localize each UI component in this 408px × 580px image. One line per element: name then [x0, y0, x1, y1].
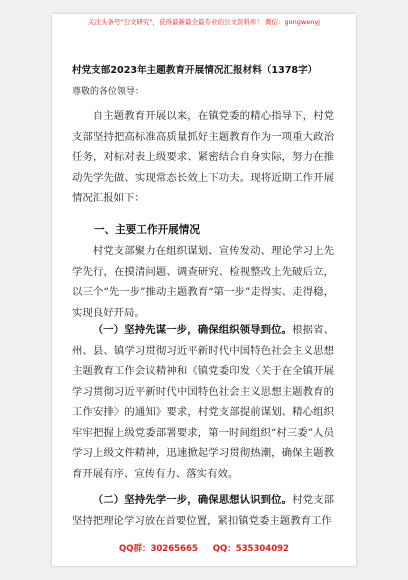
header-banner: 关注头条号"公文研究"，获得最新最全最专业的公文资料库！ 微信：gongwenyj	[88, 18, 320, 26]
footer-qq-group: QQ群：30265665	[119, 544, 198, 554]
document-page	[52, 14, 356, 566]
subsection-1-body: 根据省、州、县、镇学习贯彻习近平新时代中国特色社会主义思想主题教育工作会议精神和《镇党委印发〈关于在全镇开展学习贯彻习近平新时代中国特色社会主义思想主题教育的工作安排〉的通知》要求，村党支部提前谋划、精心组织牢牢把握上级党委部署要求，第一时间组织“村三委”人员学习上级文件精神，迅速掀起学习贯彻热潮，确保主题教育开展有序、宣传有力、落实有效。	[72, 324, 335, 480]
footer-qq: QQ：535304092	[212, 544, 289, 554]
document-title: 村党支部2023年主题教育开展情况汇报材料（1378字）	[72, 65, 318, 76]
footer-contact	[52, 542, 356, 554]
subsection-2-body: 村党支部坚持把理论学习放在首要位置，紧扣镇党委主题教育工作	[72, 494, 335, 527]
intro-paragraph: 自主题教育开展以来，在镇党委的精心指导下，村党支部坚持把高标准高质量抓好主题教育作为一项重大政治任务，对标对表上级要求、紧密结合自身实际，努力在推动先学先做、实现常态长效上下功夫。现将近期工作开展情况汇报如下：	[72, 110, 334, 204]
subsection-1-lead: （一）坚持先谋一步，确保组织领导到位。	[92, 324, 293, 336]
subsection-1-paragraph	[72, 320, 334, 484]
salutation: 尊敬的各位领导：	[72, 87, 145, 97]
section-1-paragraph: 村党支部聚力在组织谋划、宣传发动、理论学习上先学先行，在摸清问题、调查研究、检视整改上先破后立，以三个“先一步”推动主题教育“第一步”走得实、走得稳，实现良好开局。	[72, 245, 334, 319]
section-heading-1: 一、主要工作开展情况	[94, 224, 200, 236]
subsection-2-paragraph	[72, 490, 334, 531]
subsection-2-lead: （二）坚持先学一步，确保思想认识到位。	[92, 494, 293, 506]
